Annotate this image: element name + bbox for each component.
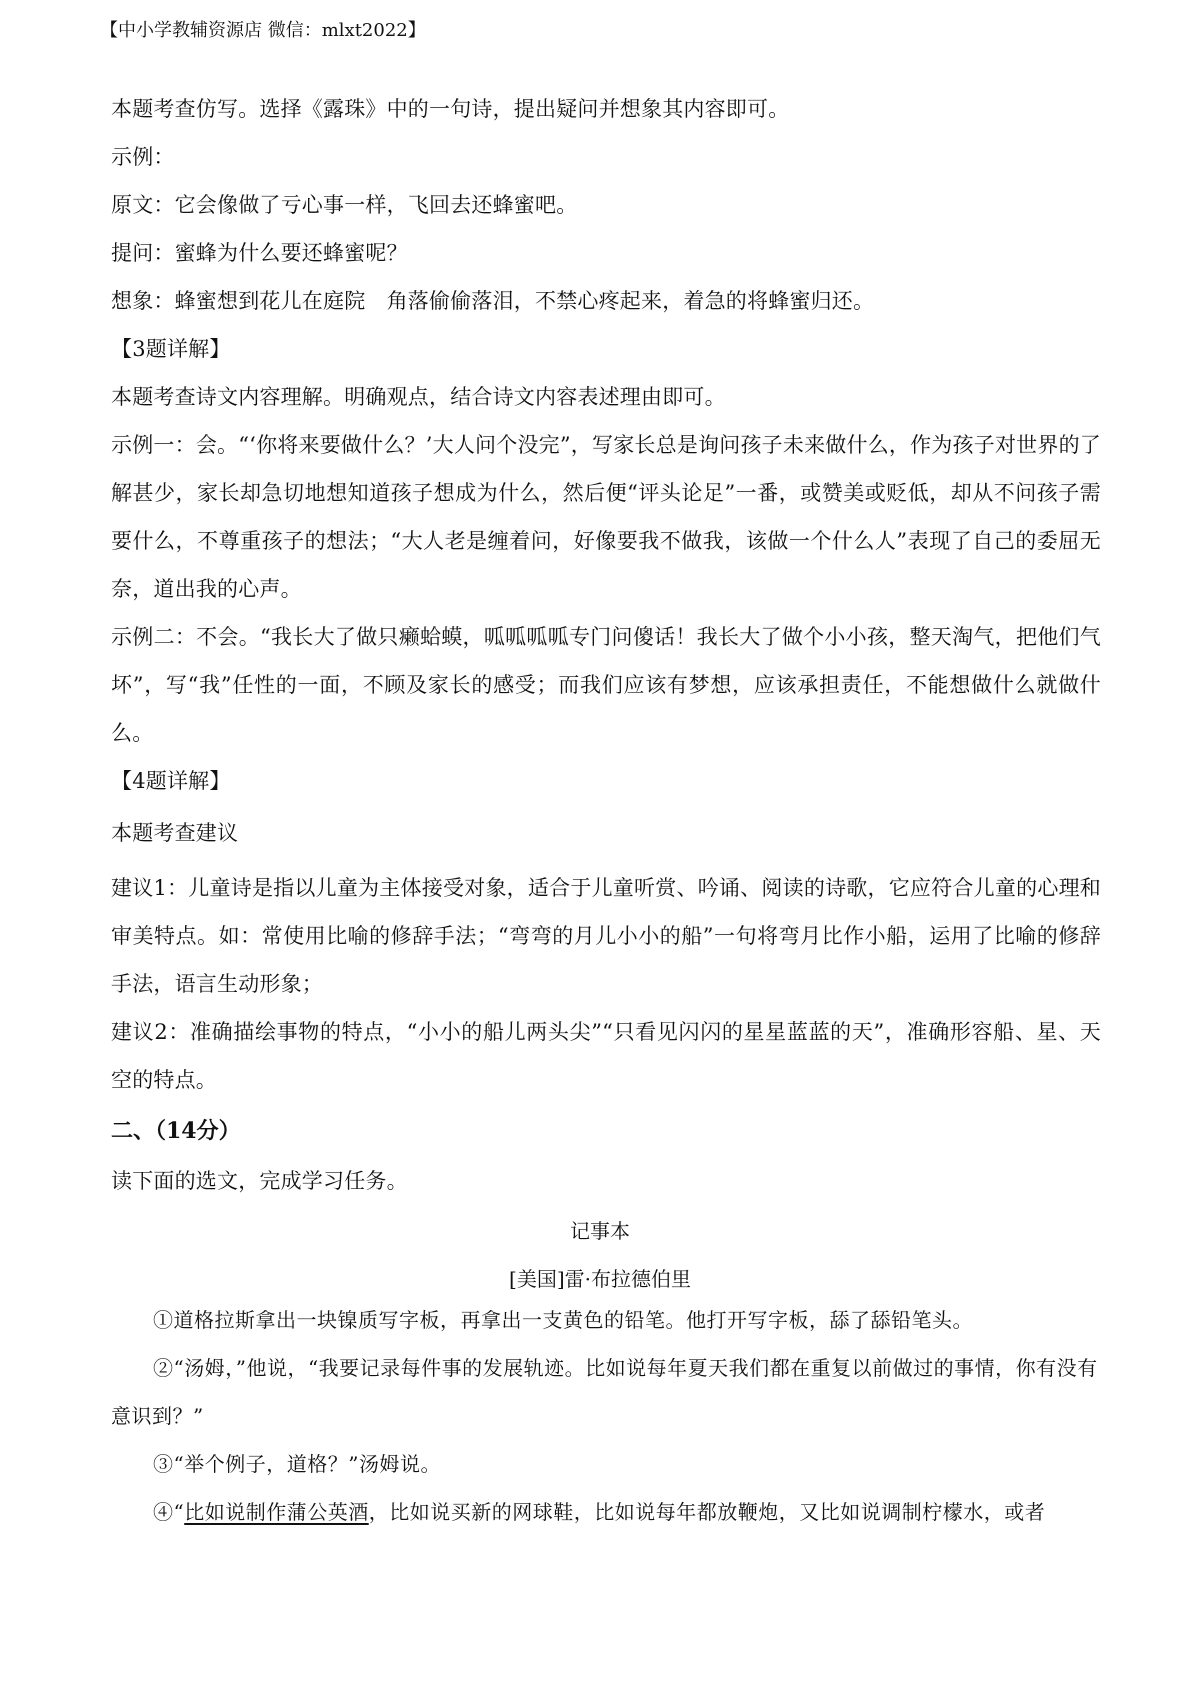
story-paragraph-2: ②“汤姆，”他说，“我要记录每件事的发展轨迹。比如说每年夏天我们都在重复以前做过的事情，你有没有意识到？” [111, 1356, 1098, 1428]
answer3-intro: 本题考查诗文内容理解。明确观点，结合诗文内容表述理由即可。 [111, 385, 726, 409]
section2-heading: 二、（14分） [111, 1118, 241, 1144]
story-author: [美国]雷·布拉德伯里 [509, 1267, 691, 1291]
answer4-heading: 【4题详解】 [111, 769, 231, 793]
story-paragraph-4-rest: ，比如说买新的网球鞋，比如说每年都放鞭炮，又比如说调制柠檬水，或者 [368, 1500, 1046, 1524]
answer2-question: 提问：蜜蜂为什么要还蜂蜜呢？ [111, 241, 408, 265]
answer2-intro: 本题考查仿写。选择《露珠》中的一句诗，提出疑问并想象其内容即可。 [111, 97, 790, 121]
underlined-phrase: 比如说制作蒲公英酒 [184, 1500, 369, 1524]
answer4-suggestion1: 建议1：儿童诗是指以儿童为主体接受对象，适合于儿童听赏、吟诵、阅读的诗歌，它应符合儿童的心理和审美特点。如：常使用比喻的修辞手法；“弯弯的月儿小小的船”一句将弯月比作小船，运用了比喻的修辞手法，语言生动形象； [111, 876, 1101, 996]
answer4-suggestion2: 建议2：准确描绘事物的特点，“小小的船儿两头尖”“只看见闪闪的星星蓝蓝的天”，准确形容船、星、天空的特点。 [111, 1020, 1101, 1092]
answer2-example-label: 示例： [111, 145, 175, 169]
answer3-example2: 示例二：不会。“我长大了做只癞蛤蟆，呱呱呱呱专门问傻话！我长大了做个小小孩，整天淘气，把他们气坏”，写“我”任性的一面，不顾及家长的感受；而我们应该有梦想，应该承担责任，不能想做什么就做什么。 [111, 625, 1101, 745]
answer3-example1: 示例一：会。“‘你将来要做什么？’大人问个没完”，写家长总是询问孩子未来做什么，作为孩子对世界的了解甚少，家长却急切地想知道孩子想成为什么，然后便“评头论足”一番，或赞美或贬低，却从不问孩子需要什么，不尊重孩子的想法；“大人老是缠着问，好像要我不做我，该做一个什么人”表现了自己的委屈无奈，道出我的心声。 [111, 433, 1101, 601]
story-title: 记事本 [570, 1219, 630, 1243]
answer2-original: 原文：它会像做了亏心事一样，飞回去还蜂蜜吧。 [111, 193, 578, 217]
story-paragraph-4-prefix: ④“ [153, 1500, 185, 1524]
answer3-heading: 【3题详解】 [111, 337, 231, 361]
section2-instruction: 读下面的选文，完成学习任务。 [111, 1169, 408, 1193]
watermark-header: 【中小学教辅资源店 微信：mlxt2022】 [100, 20, 426, 41]
story-paragraph-3: ③“举个例子，道格？”汤姆说。 [153, 1452, 441, 1476]
story-paragraph-1: ①道格拉斯拿出一块镍质写字板，再拿出一支黄色的铅笔。他打开写字板，舔了舔铅笔头。 [153, 1308, 973, 1332]
story-paragraph-4 [111, 1488, 1101, 1536]
answer4-intro: 本题考查建议 [111, 821, 239, 845]
answer2-imagine: 想象：蜂蜜想到花儿在庭院 角落偷偷落泪，不禁心疼起来，着急的将蜂蜜归还。 [111, 289, 875, 313]
